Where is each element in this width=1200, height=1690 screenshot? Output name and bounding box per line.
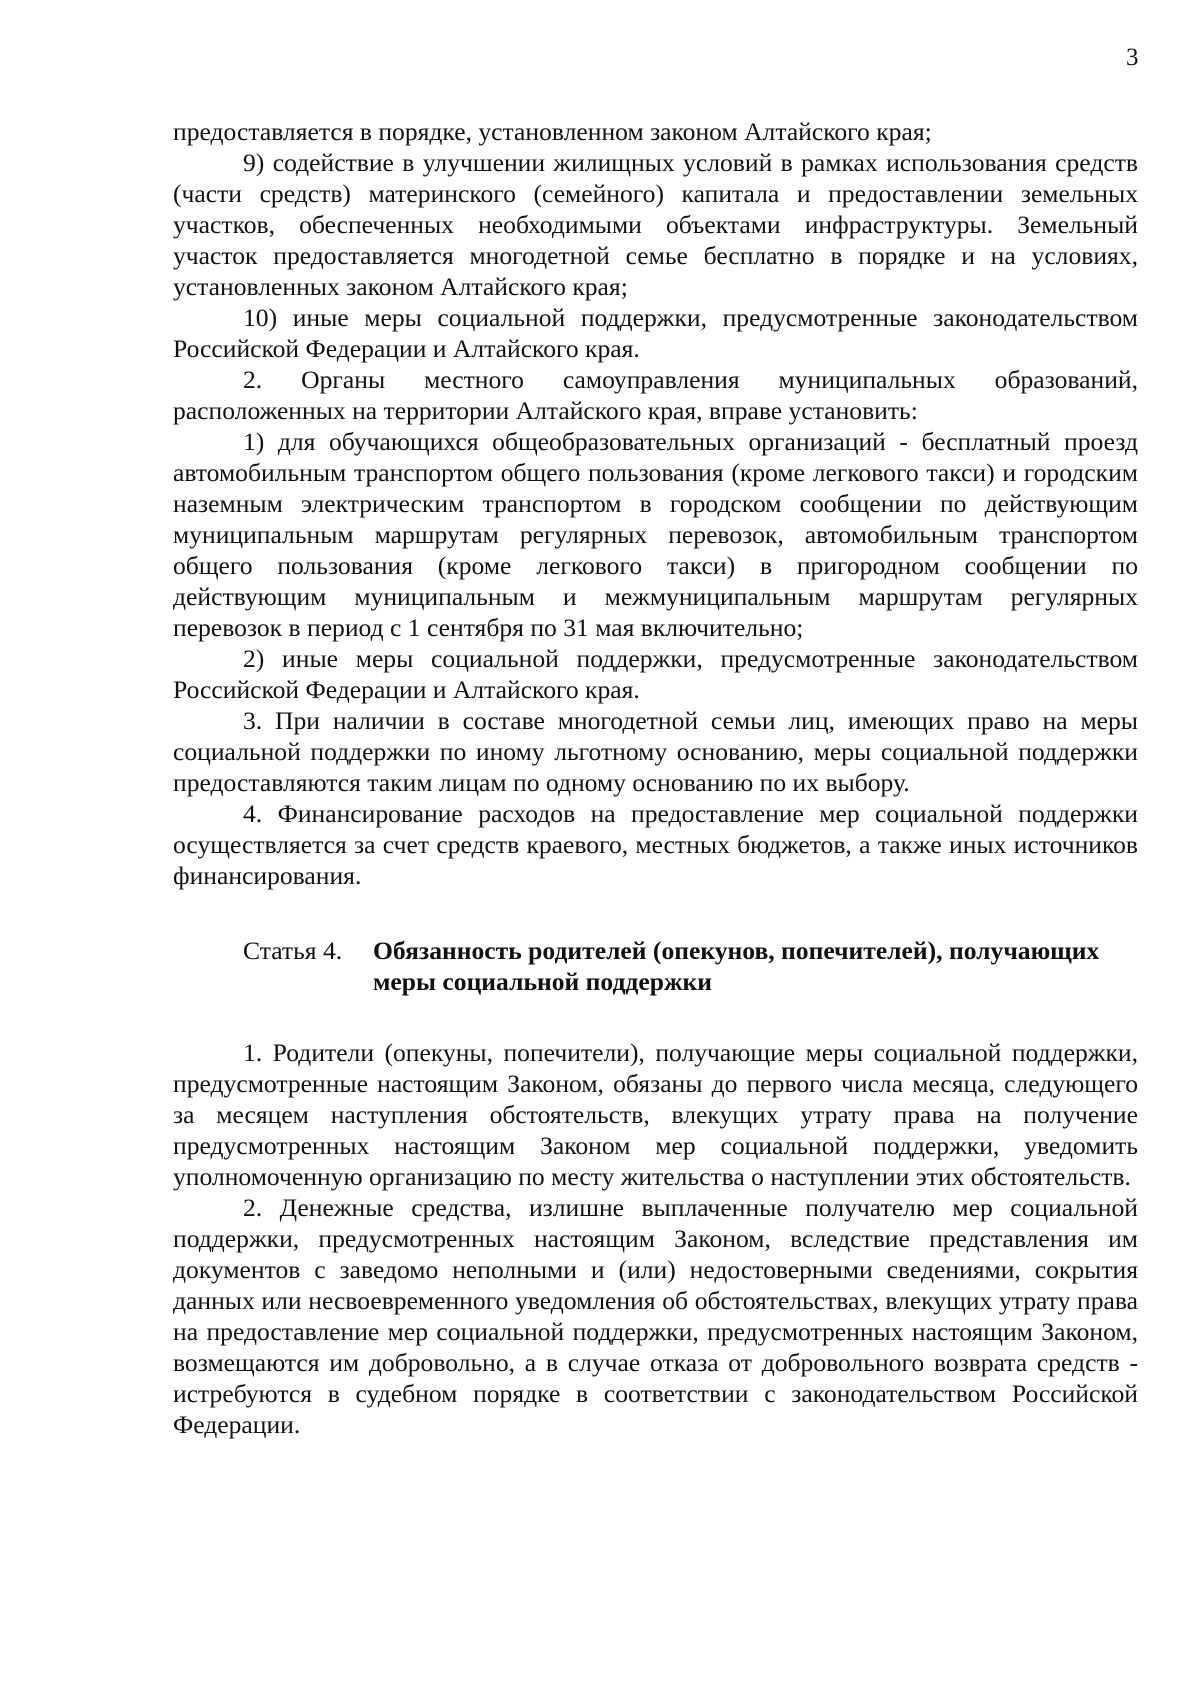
paragraph-part-2: 2. Органы местного самоуправления муниципальных образований, расположенных на территории Алтайского края, вправе установить: — [173, 365, 1138, 425]
paragraph-item-10: 10) иные меры социальной поддержки, предусмотренные законодательством Российской Федерации и Алтайского края. — [173, 303, 1138, 363]
paragraph-part-3: 3. При наличии в составе многодетной семьи лиц, имеющих право на меры социальной поддержки по иному льготному основанию, меры социальной поддержки предоставляются таким лицам по одному основанию по их выбору. — [173, 706, 1138, 797]
paragraph-part-2-item-2: 2) иные меры социальной поддержки, предусмотренные законодательством Российской Федерации и Алтайского края. — [173, 644, 1138, 704]
article-heading — [173, 935, 1138, 997]
paragraph-item-9: 9) содействие в улучшении жилищных условий в рамках использования средств (части средств) материнского (семейного) капитала и предоставлении земельных участков, обеспеченных необходимыми объектами инфраструктуры. Земельный участок предоставляется многодетной семье бесплатно в порядке и на условиях, установленных законом Алтайского края; — [173, 148, 1138, 301]
article-paragraph-1: 1. Родители (опекуны, попечители), получающие меры социальной поддержки, предусмотренные настоящим Законом, обязаны до первого числа месяца, следующего за месяцем наступления обстоятельств, влекущих утрату права на получение предусмотренных настоящим Законом мер социальной поддержки, уведомить уполномоченную организацию по месту жительства о наступлении этих обстоятельств. — [173, 1038, 1138, 1191]
page-number: 3 — [1126, 44, 1139, 71]
paragraph-part-4: 4. Финансирование расходов на предоставление мер социальной поддержки осуществляется за счет средств краевого, местных бюджетов, а также иных источников финансирования. — [173, 799, 1138, 890]
document-body — [173, 116, 1138, 1440]
article-paragraph-2: 2. Денежные средства, излишне выплаченные получателю мер социальной поддержки, предусмотренных настоящим Законом, вследствие представления им документов с заведомо неполными и (или) недостоверными сведениями, сокрытия данных или несвоевременного уведомления об обстоятельствах, влекущих утрату права на предоставление мер социальной поддержки, предусмотренных настоящим Законом, возмещаются им добровольно, а в случае отказа от добровольного возврата средств - истребуются в судебном порядке в соответствии с законодательством Российской Федерации. — [173, 1193, 1138, 1439]
article-title: Обязанность родителей (опекунов, попечителей), получающих меры социальной поддержки — [373, 936, 1100, 996]
paragraph-part-2-item-1: 1) для обучающихся общеобразовательных организаций - бесплатный проезд автомобильным транспортом общего пользования (кроме легкового такси) и городским наземным электрическим транспортом в городском сообщении по действующим муниципальным маршрутам регулярных перевозок, автомобильным транспортом общего пользования (кроме легкового такси) в пригородном сообщении по действующим муниципальным и межмуниципальным маршрутам регулярных перевозок в период с 1 сентября по 31 мая включительно; — [173, 427, 1138, 642]
paragraph-continuation: предоставляется в порядке, установленном законом Алтайского края; — [173, 117, 932, 146]
article-number: Статья 4. — [243, 936, 343, 965]
